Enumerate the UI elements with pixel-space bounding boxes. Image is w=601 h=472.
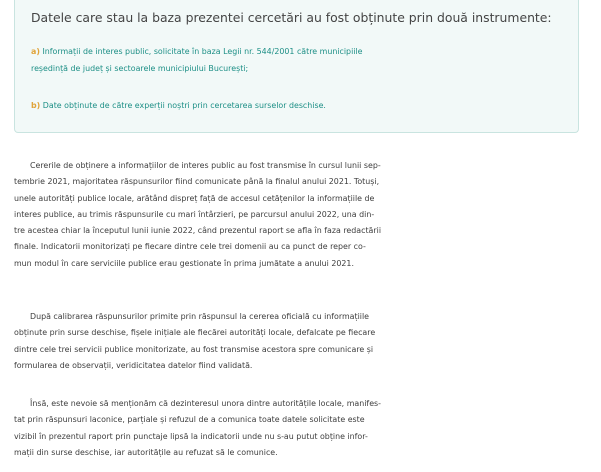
instrument-text-a-1: Informații de interes public, solicitate în baza Legii nr. 544/2001 către municipiile	[42, 47, 363, 56]
instrument-item-b	[31, 98, 576, 115]
paragraph-line: vizibil în prezentul raport prin punctaje lipsă la indicatorii unde nu s-au putut obține infor-	[14, 431, 368, 441]
paragraph-line: finale. Indicatorii monitorizați pe fiecare dintre cele trei domenii au ca punct de reper co-	[14, 242, 366, 252]
instrument-marker-b: b)	[31, 101, 41, 110]
paragraph-line: tembrie 2021, majoritatea răspunsurilor fiind comunicate până la finalul anului 2021. Totuși,	[14, 177, 380, 187]
paragraph-line: tat prin răspunsuri laconice, parțiale și refuzul de a comunica toate datele solicitate este	[14, 415, 365, 425]
paragraph-line: După calibrarea răspunsurilor primite prin răspunsul la cererea oficială cu informațiile	[30, 312, 370, 321]
paragraph-line: unele autorități publice locale, arătând dispreț față de accesul cetățenilor la informațiile de	[14, 193, 375, 203]
paragraph-line: obținute prin surse deschise, fișele inițiale ale fiecărei autorități locale, defalcate pe fiecare	[14, 328, 376, 338]
paragraph-line: mații din surse deschise, iar autoritățile au refuzat să le comunice.	[14, 447, 278, 457]
paragraph-requests	[14, 158, 584, 272]
paragraph-calibration	[14, 309, 584, 374]
instrument-item-a-line-1	[31, 44, 576, 61]
paragraph-line: dintre cele trei servicii publice monitorizate, au fost transmise acestora spre comunicare și	[14, 344, 374, 354]
paragraph-line: formularea de observații, veridicitatea datelor fiind validată.	[14, 360, 253, 370]
paragraph-line: tre acestea chiar la începutul lunii iunie 2022, când prezentul raport se afla în faza redactării	[14, 226, 382, 236]
instrument-item-b-line-1	[31, 98, 576, 115]
instruments-intro: Datele care stau la baza prezentei cercetări au fost obținute prin două instrumente:	[31, 10, 552, 25]
instrument-text-a-2: reședință de județ și sectoarele municipiului București;	[31, 63, 249, 73]
instrument-text-b-1: Date obținute de către experții noștri prin cercetarea surselor deschise.	[42, 101, 326, 110]
paragraph-line: mun modul în care serviciile publice erau gestionate în prima jumătate a anului 2021.	[14, 258, 354, 268]
instrument-marker-a: a)	[31, 47, 40, 56]
instruments-box	[14, 0, 579, 133]
paragraph-line: Însă, este nevoie să menționăm că dezinteresul unora dintre autoritățile locale, manifes-	[30, 399, 382, 408]
instrument-item-a	[31, 44, 576, 77]
paragraph-disinterest	[14, 396, 584, 461]
paragraph-line: Cererile de obținere a informațiilor de interes public au fost transmise în cursul lunii sep-	[30, 161, 381, 170]
paragraph-line: interes publice, au trimis răspunsurile cu mari întârzieri, pe parcursul anului 2022, una din-	[14, 209, 375, 219]
